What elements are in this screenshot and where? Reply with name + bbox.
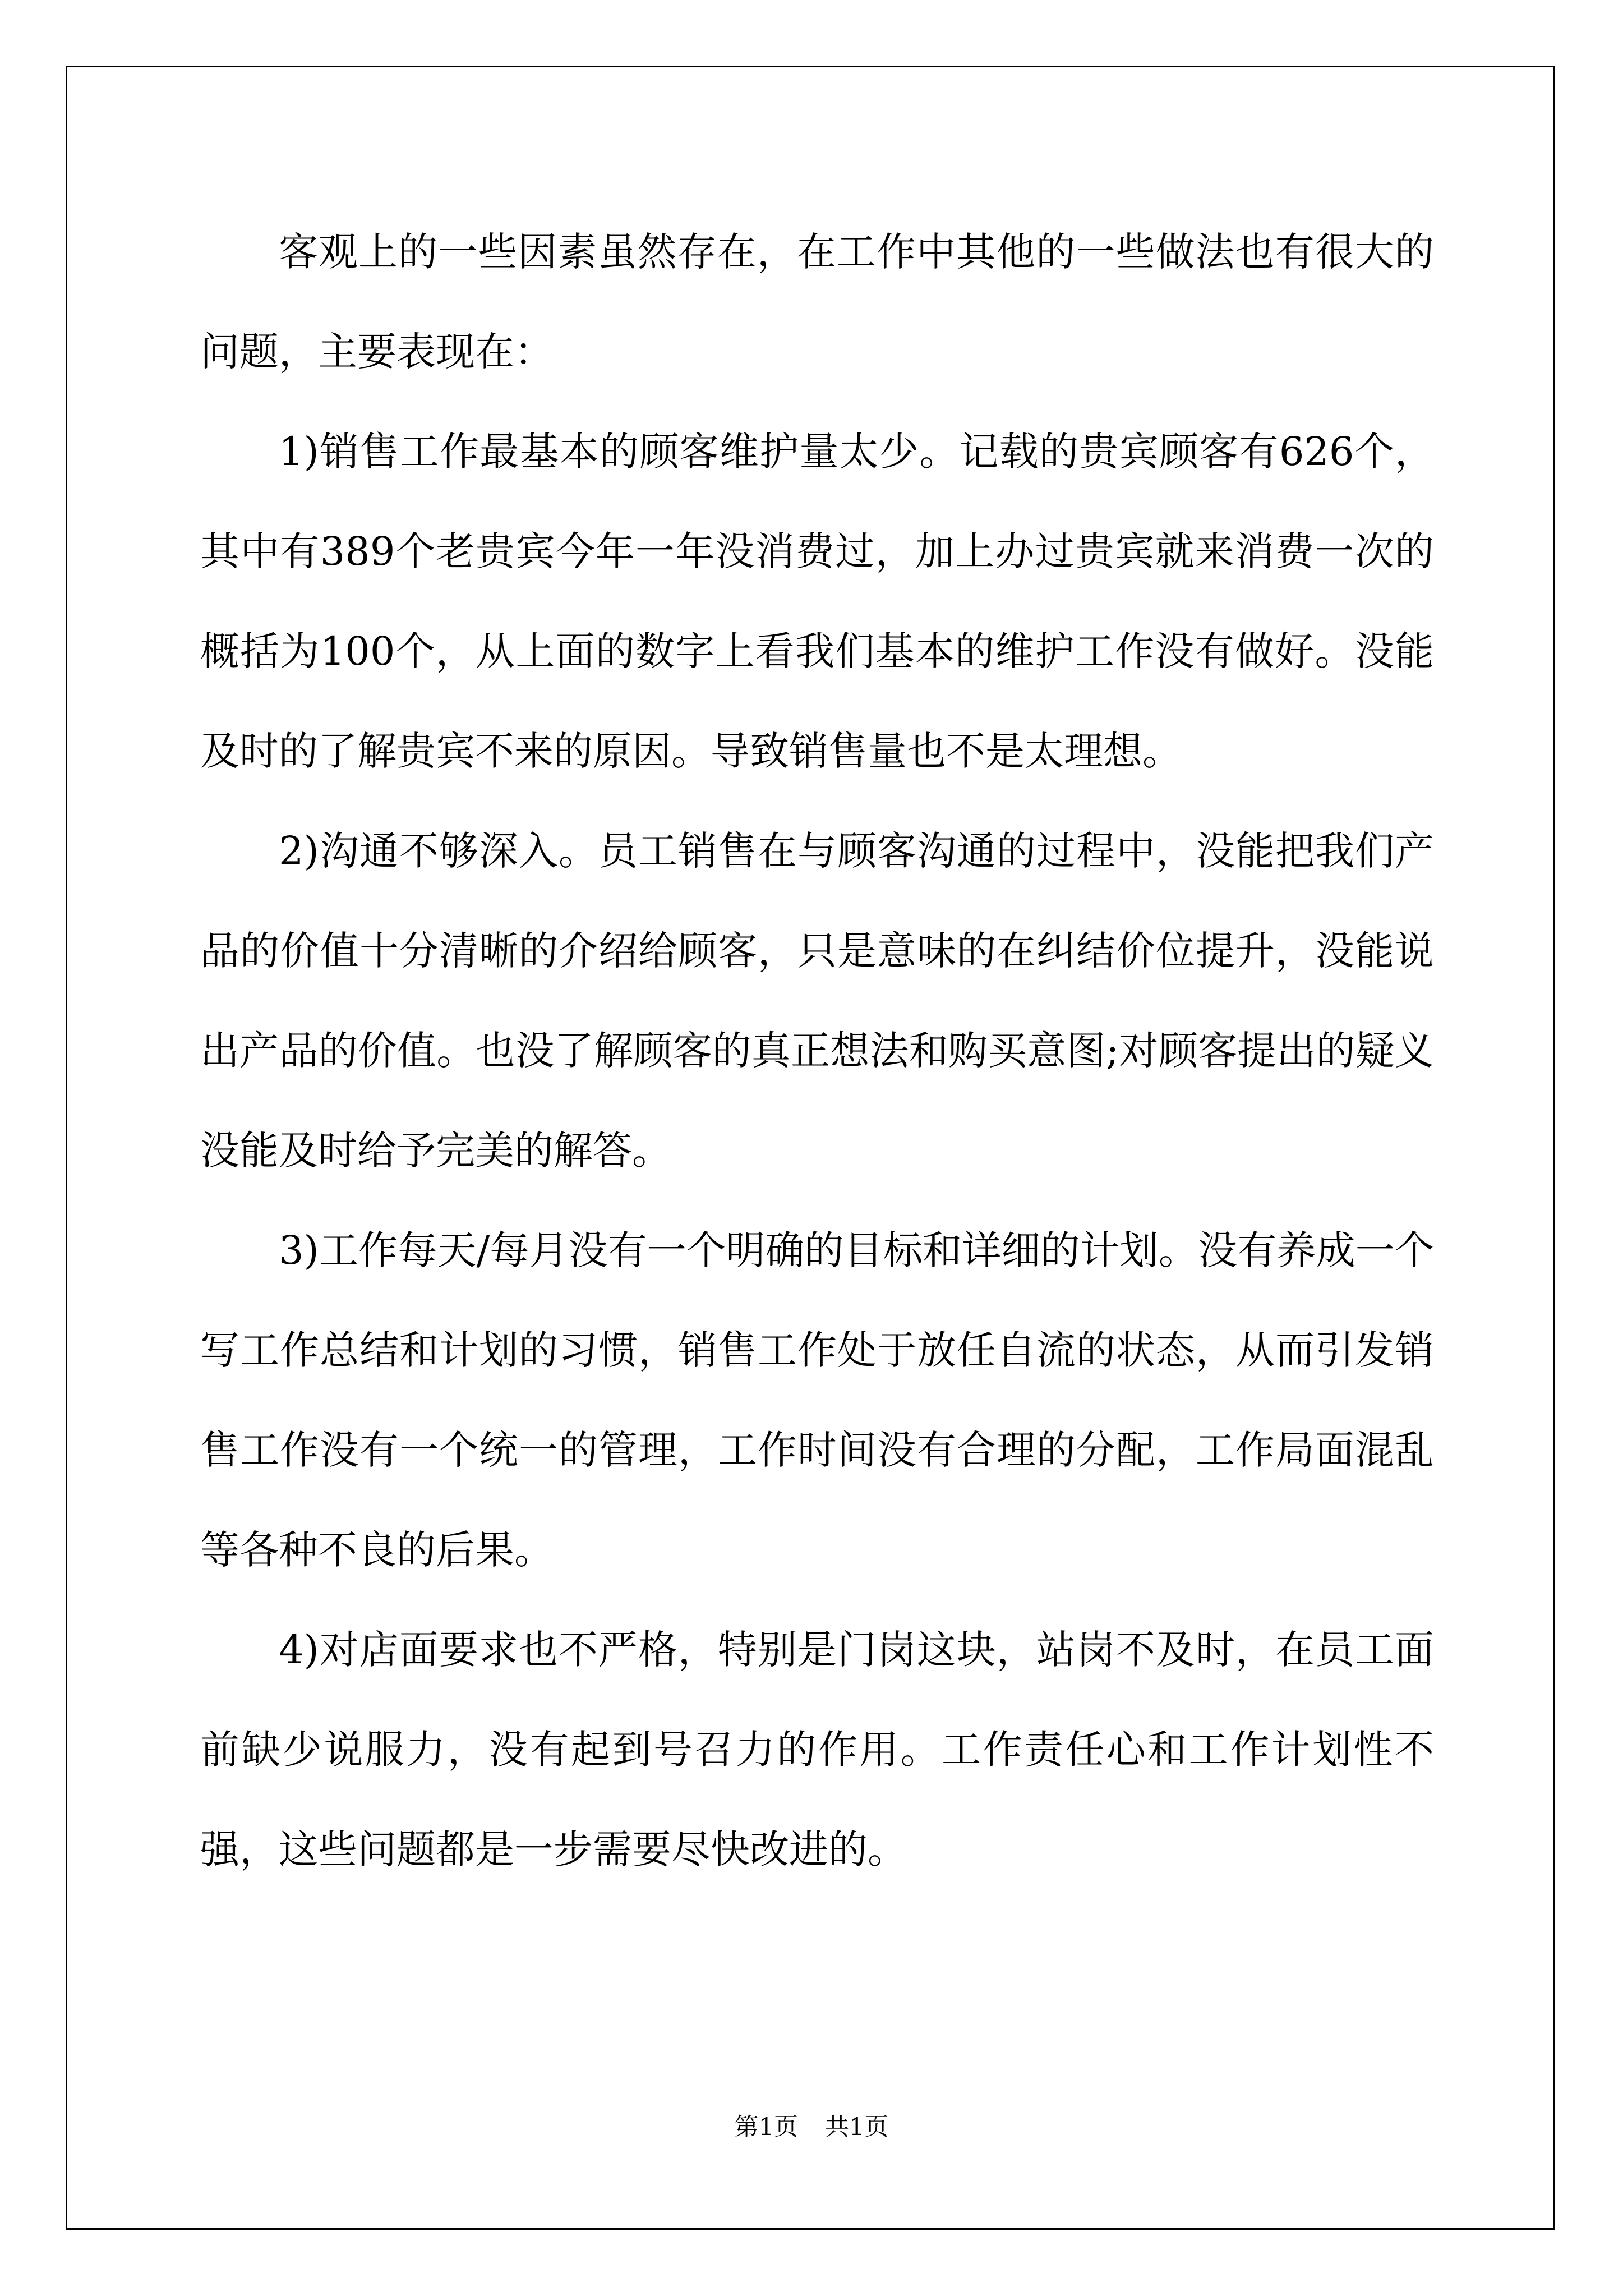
page-footer [0, 2110, 1623, 2144]
paragraph-intro: 客观上的一些因素虽然存在，在工作中其他的一些做法也有很大的问题，主要表现在： [200, 229, 1434, 375]
paragraph-item-4: 4)对店面要求也不严格，特别是门岗这块，站岗不及时，在员工面前缺少说服力，没有起到号召力的作用。工作责任心和工作计划性不强，这些问题都是一步需要尽快改进的。 [200, 1627, 1434, 1872]
paragraph-item-2: 2)沟通不够深入。员工销售在与顾客沟通的过程中，没能把我们产品的价值十分清晰的介绍给顾客，只是意味的在纠结价位提升，没能说出产品的价值。也没了解顾客的真正想法和购买意图;对顾客提出的疑义没能及时给予完美的解答。 [200, 828, 1434, 1174]
paragraph-item-3: 3)工作每天/每月没有一个明确的目标和详细的计划。没有养成一个写工作总结和计划的习惯，销售工作处于放任自流的状态，从而引发销售工作没有一个统一的管理，工作时间没有合理的分配，工作局面混乱等各种不良的后果。 [200, 1227, 1434, 1573]
paragraph-item-1: 1)销售工作最基本的顾客维护量太少。记载的贵宾顾客有626个，其中有389个老贵宾今年一年没消费过，加上办过贵宾就来消费一次的概括为100个，从上面的数字上看我们基本的维护工作没有做好。没能及时的了解贵宾不来的原因。导致销售量也不是太理想。 [200, 429, 1434, 774]
page-number: 第1页 [734, 2113, 798, 2141]
document-body [200, 202, 1434, 1899]
total-pages: 共1页 [825, 2113, 889, 2141]
